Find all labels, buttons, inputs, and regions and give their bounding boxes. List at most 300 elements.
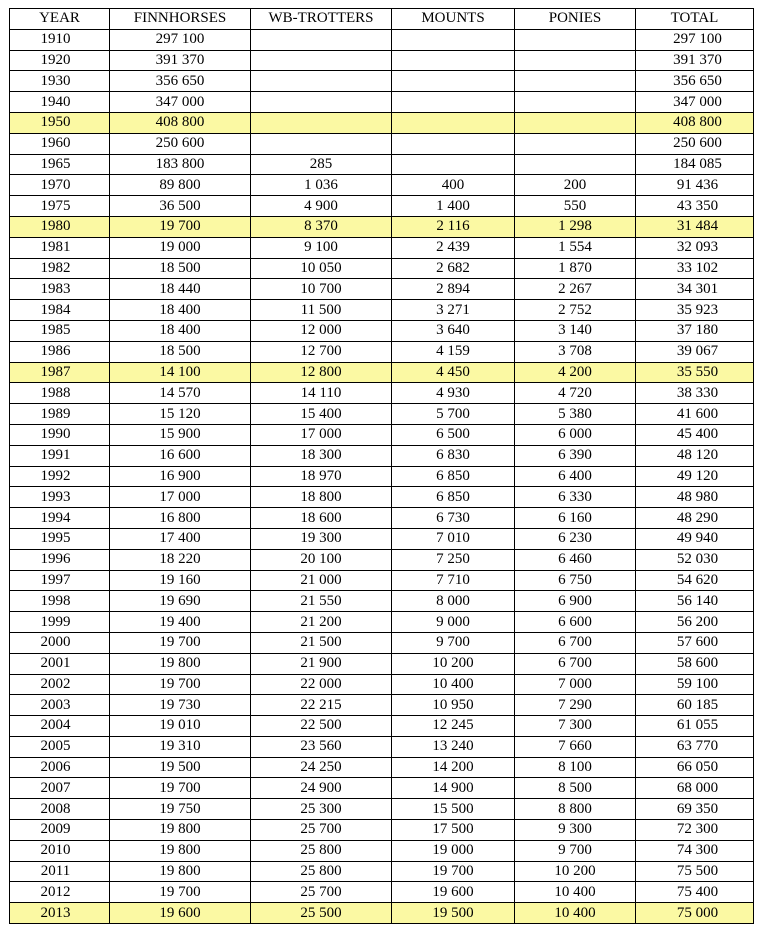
cell-finnhorses: 356 650 xyxy=(110,71,251,92)
cell-ponies: 7 290 xyxy=(515,695,636,716)
table-row xyxy=(10,154,754,175)
cell-mounts: 17 500 xyxy=(392,820,515,841)
cell-total: 32 093 xyxy=(636,237,754,258)
cell-mounts: 2 116 xyxy=(392,216,515,237)
cell-wb-trotters: 1 036 xyxy=(251,175,392,196)
cell-finnhorses: 347 000 xyxy=(110,92,251,113)
cell-ponies: 7 660 xyxy=(515,736,636,757)
table-row xyxy=(10,362,754,383)
cell-total: 66 050 xyxy=(636,757,754,778)
cell-wb-trotters: 285 xyxy=(251,154,392,175)
cell-ponies: 200 xyxy=(515,175,636,196)
cell-finnhorses: 15 120 xyxy=(110,404,251,425)
cell-total: 34 301 xyxy=(636,279,754,300)
cell-ponies: 3 708 xyxy=(515,341,636,362)
cell-wb-trotters: 18 970 xyxy=(251,466,392,487)
cell-finnhorses: 19 700 xyxy=(110,674,251,695)
cell-finnhorses: 19 800 xyxy=(110,820,251,841)
table-row xyxy=(10,196,754,217)
cell-total: 63 770 xyxy=(636,736,754,757)
cell-total: 37 180 xyxy=(636,320,754,341)
table-row xyxy=(10,71,754,92)
cell-year: 1998 xyxy=(10,591,110,612)
cell-year: 1990 xyxy=(10,424,110,445)
cell-total: 75 400 xyxy=(636,882,754,903)
cell-mounts: 3 640 xyxy=(392,320,515,341)
cell-finnhorses: 16 900 xyxy=(110,466,251,487)
table-row xyxy=(10,112,754,133)
header-year: YEAR xyxy=(10,9,110,30)
table-row xyxy=(10,320,754,341)
cell-mounts: 9 000 xyxy=(392,612,515,633)
header-total: TOTAL xyxy=(636,9,754,30)
cell-ponies: 7 300 xyxy=(515,716,636,737)
cell-wb-trotters: 11 500 xyxy=(251,300,392,321)
cell-mounts: 19 700 xyxy=(392,861,515,882)
cell-ponies: 6 700 xyxy=(515,653,636,674)
cell-finnhorses: 19 500 xyxy=(110,757,251,778)
cell-total: 56 140 xyxy=(636,591,754,612)
cell-ponies: 1 298 xyxy=(515,216,636,237)
cell-total: 61 055 xyxy=(636,716,754,737)
table-row xyxy=(10,820,754,841)
table-row xyxy=(10,778,754,799)
cell-finnhorses: 19 700 xyxy=(110,882,251,903)
cell-mounts: 400 xyxy=(392,175,515,196)
cell-year: 1994 xyxy=(10,508,110,529)
cell-year: 1965 xyxy=(10,154,110,175)
table-row xyxy=(10,674,754,695)
cell-mounts: 1 400 xyxy=(392,196,515,217)
table-body xyxy=(10,29,754,923)
cell-mounts: 3 271 xyxy=(392,300,515,321)
cell-year: 1970 xyxy=(10,175,110,196)
cell-year: 1989 xyxy=(10,404,110,425)
cell-ponies xyxy=(515,133,636,154)
cell-wb-trotters: 21 900 xyxy=(251,653,392,674)
cell-total: 356 650 xyxy=(636,71,754,92)
cell-wb-trotters: 24 900 xyxy=(251,778,392,799)
cell-year: 1987 xyxy=(10,362,110,383)
cell-total: 75 500 xyxy=(636,861,754,882)
cell-mounts: 10 200 xyxy=(392,653,515,674)
cell-finnhorses: 18 500 xyxy=(110,258,251,279)
cell-mounts: 6 730 xyxy=(392,508,515,529)
table-row xyxy=(10,92,754,113)
cell-wb-trotters: 4 900 xyxy=(251,196,392,217)
table-row xyxy=(10,861,754,882)
cell-ponies xyxy=(515,154,636,175)
cell-finnhorses: 297 100 xyxy=(110,29,251,50)
cell-year: 1910 xyxy=(10,29,110,50)
cell-ponies: 6 460 xyxy=(515,549,636,570)
cell-ponies: 3 140 xyxy=(515,320,636,341)
cell-year: 2013 xyxy=(10,903,110,924)
cell-finnhorses: 14 570 xyxy=(110,383,251,404)
cell-mounts: 7 710 xyxy=(392,570,515,591)
cell-finnhorses: 18 400 xyxy=(110,320,251,341)
cell-finnhorses: 19 310 xyxy=(110,736,251,757)
cell-total: 33 102 xyxy=(636,258,754,279)
cell-mounts xyxy=(392,50,515,71)
table-row xyxy=(10,716,754,737)
table-row xyxy=(10,175,754,196)
cell-wb-trotters: 25 800 xyxy=(251,840,392,861)
cell-year: 1983 xyxy=(10,279,110,300)
cell-year: 2003 xyxy=(10,695,110,716)
cell-finnhorses: 19 800 xyxy=(110,861,251,882)
cell-wb-trotters xyxy=(251,50,392,71)
cell-total: 49 120 xyxy=(636,466,754,487)
cell-finnhorses: 19 730 xyxy=(110,695,251,716)
cell-mounts: 4 159 xyxy=(392,341,515,362)
table-row xyxy=(10,528,754,549)
table-row xyxy=(10,133,754,154)
cell-total: 52 030 xyxy=(636,549,754,570)
cell-total: 31 484 xyxy=(636,216,754,237)
cell-mounts: 10 950 xyxy=(392,695,515,716)
cell-wb-trotters: 15 400 xyxy=(251,404,392,425)
cell-finnhorses: 14 100 xyxy=(110,362,251,383)
table-row xyxy=(10,50,754,71)
cell-year: 1982 xyxy=(10,258,110,279)
cell-mounts: 10 400 xyxy=(392,674,515,695)
cell-wb-trotters: 25 800 xyxy=(251,861,392,882)
cell-finnhorses: 391 370 xyxy=(110,50,251,71)
cell-year: 1996 xyxy=(10,549,110,570)
cell-finnhorses: 19 160 xyxy=(110,570,251,591)
cell-wb-trotters: 10 700 xyxy=(251,279,392,300)
cell-total: 75 000 xyxy=(636,903,754,924)
cell-ponies: 6 400 xyxy=(515,466,636,487)
cell-wb-trotters: 25 300 xyxy=(251,799,392,820)
cell-total: 57 600 xyxy=(636,632,754,653)
cell-finnhorses: 408 800 xyxy=(110,112,251,133)
table-row xyxy=(10,466,754,487)
cell-wb-trotters: 22 215 xyxy=(251,695,392,716)
cell-year: 2012 xyxy=(10,882,110,903)
cell-ponies: 6 750 xyxy=(515,570,636,591)
table-row xyxy=(10,757,754,778)
cell-ponies: 10 200 xyxy=(515,861,636,882)
cell-ponies: 4 200 xyxy=(515,362,636,383)
table-row xyxy=(10,632,754,653)
cell-total: 45 400 xyxy=(636,424,754,445)
table-row xyxy=(10,424,754,445)
cell-year: 1930 xyxy=(10,71,110,92)
table-row xyxy=(10,279,754,300)
table-row xyxy=(10,591,754,612)
cell-ponies: 6 160 xyxy=(515,508,636,529)
cell-ponies: 2 267 xyxy=(515,279,636,300)
cell-year: 1999 xyxy=(10,612,110,633)
cell-wb-trotters xyxy=(251,112,392,133)
cell-total: 69 350 xyxy=(636,799,754,820)
cell-total: 43 350 xyxy=(636,196,754,217)
cell-year: 2001 xyxy=(10,653,110,674)
cell-mounts: 9 700 xyxy=(392,632,515,653)
cell-mounts: 8 000 xyxy=(392,591,515,612)
cell-wb-trotters: 20 100 xyxy=(251,549,392,570)
horse-population-table xyxy=(9,8,754,924)
cell-wb-trotters: 23 560 xyxy=(251,736,392,757)
cell-wb-trotters: 25 700 xyxy=(251,882,392,903)
cell-year: 1920 xyxy=(10,50,110,71)
cell-finnhorses: 183 800 xyxy=(110,154,251,175)
cell-wb-trotters: 24 250 xyxy=(251,757,392,778)
cell-mounts: 12 245 xyxy=(392,716,515,737)
table-row xyxy=(10,549,754,570)
table-row xyxy=(10,29,754,50)
cell-total: 35 923 xyxy=(636,300,754,321)
cell-total: 48 290 xyxy=(636,508,754,529)
cell-ponies: 7 000 xyxy=(515,674,636,695)
cell-finnhorses: 250 600 xyxy=(110,133,251,154)
table-row xyxy=(10,903,754,924)
cell-year: 1988 xyxy=(10,383,110,404)
table-row xyxy=(10,404,754,425)
cell-year: 2002 xyxy=(10,674,110,695)
cell-finnhorses: 15 900 xyxy=(110,424,251,445)
cell-mounts: 6 850 xyxy=(392,466,515,487)
cell-finnhorses: 18 500 xyxy=(110,341,251,362)
cell-total: 74 300 xyxy=(636,840,754,861)
cell-wb-trotters: 9 100 xyxy=(251,237,392,258)
cell-wb-trotters: 21 500 xyxy=(251,632,392,653)
cell-year: 1950 xyxy=(10,112,110,133)
cell-wb-trotters: 25 700 xyxy=(251,820,392,841)
cell-wb-trotters: 22 500 xyxy=(251,716,392,737)
cell-wb-trotters: 21 200 xyxy=(251,612,392,633)
cell-mounts: 19 000 xyxy=(392,840,515,861)
header-mounts: MOUNTS xyxy=(392,9,515,30)
cell-ponies: 6 390 xyxy=(515,445,636,466)
cell-finnhorses: 17 400 xyxy=(110,528,251,549)
header-ponies: PONIES xyxy=(515,9,636,30)
cell-wb-trotters: 19 300 xyxy=(251,528,392,549)
cell-wb-trotters: 21 550 xyxy=(251,591,392,612)
cell-mounts: 2 894 xyxy=(392,279,515,300)
cell-year: 2006 xyxy=(10,757,110,778)
cell-mounts: 15 500 xyxy=(392,799,515,820)
cell-mounts: 14 900 xyxy=(392,778,515,799)
cell-wb-trotters: 12 000 xyxy=(251,320,392,341)
cell-ponies: 6 600 xyxy=(515,612,636,633)
cell-year: 2000 xyxy=(10,632,110,653)
cell-ponies: 9 700 xyxy=(515,840,636,861)
cell-ponies: 9 300 xyxy=(515,820,636,841)
cell-finnhorses: 16 600 xyxy=(110,445,251,466)
cell-year: 1980 xyxy=(10,216,110,237)
cell-year: 1981 xyxy=(10,237,110,258)
cell-wb-trotters xyxy=(251,133,392,154)
cell-ponies: 8 500 xyxy=(515,778,636,799)
cell-ponies: 550 xyxy=(515,196,636,217)
cell-total: 54 620 xyxy=(636,570,754,591)
cell-total: 58 600 xyxy=(636,653,754,674)
cell-total: 60 185 xyxy=(636,695,754,716)
table-row xyxy=(10,736,754,757)
cell-ponies: 1 870 xyxy=(515,258,636,279)
cell-finnhorses: 19 700 xyxy=(110,632,251,653)
cell-ponies: 8 100 xyxy=(515,757,636,778)
table-row xyxy=(10,487,754,508)
cell-mounts xyxy=(392,133,515,154)
cell-finnhorses: 16 800 xyxy=(110,508,251,529)
header-finnhorses: FINNHORSES xyxy=(110,9,251,30)
cell-ponies xyxy=(515,112,636,133)
cell-year: 2010 xyxy=(10,840,110,861)
cell-year: 2004 xyxy=(10,716,110,737)
cell-finnhorses: 19 600 xyxy=(110,903,251,924)
cell-mounts: 5 700 xyxy=(392,404,515,425)
cell-finnhorses: 19 700 xyxy=(110,216,251,237)
cell-year: 1992 xyxy=(10,466,110,487)
cell-mounts: 6 850 xyxy=(392,487,515,508)
cell-mounts xyxy=(392,29,515,50)
cell-ponies: 10 400 xyxy=(515,903,636,924)
cell-wb-trotters: 22 000 xyxy=(251,674,392,695)
header-wb-trotters: WB-TROTTERS xyxy=(251,9,392,30)
cell-wb-trotters: 8 370 xyxy=(251,216,392,237)
cell-wb-trotters xyxy=(251,92,392,113)
cell-mounts: 19 500 xyxy=(392,903,515,924)
cell-mounts xyxy=(392,71,515,92)
cell-year: 1940 xyxy=(10,92,110,113)
cell-total: 49 940 xyxy=(636,528,754,549)
cell-finnhorses: 18 220 xyxy=(110,549,251,570)
table-row xyxy=(10,445,754,466)
cell-finnhorses: 19 750 xyxy=(110,799,251,820)
cell-mounts: 2 682 xyxy=(392,258,515,279)
cell-finnhorses: 19 400 xyxy=(110,612,251,633)
cell-ponies: 6 000 xyxy=(515,424,636,445)
cell-ponies xyxy=(515,29,636,50)
table-row xyxy=(10,840,754,861)
cell-wb-trotters xyxy=(251,71,392,92)
cell-total: 68 000 xyxy=(636,778,754,799)
cell-year: 1991 xyxy=(10,445,110,466)
cell-mounts xyxy=(392,92,515,113)
cell-mounts: 2 439 xyxy=(392,237,515,258)
cell-finnhorses: 19 800 xyxy=(110,840,251,861)
cell-total: 38 330 xyxy=(636,383,754,404)
cell-wb-trotters: 10 050 xyxy=(251,258,392,279)
cell-mounts: 7 010 xyxy=(392,528,515,549)
cell-finnhorses: 19 690 xyxy=(110,591,251,612)
cell-year: 1993 xyxy=(10,487,110,508)
cell-mounts: 13 240 xyxy=(392,736,515,757)
cell-ponies: 6 330 xyxy=(515,487,636,508)
header-row xyxy=(10,9,754,30)
cell-finnhorses: 18 400 xyxy=(110,300,251,321)
table-row xyxy=(10,882,754,903)
cell-total: 408 800 xyxy=(636,112,754,133)
cell-total: 59 100 xyxy=(636,674,754,695)
table-row xyxy=(10,383,754,404)
cell-wb-trotters: 18 300 xyxy=(251,445,392,466)
cell-year: 2007 xyxy=(10,778,110,799)
cell-total: 56 200 xyxy=(636,612,754,633)
cell-finnhorses: 19 000 xyxy=(110,237,251,258)
cell-ponies: 10 400 xyxy=(515,882,636,903)
table-row xyxy=(10,612,754,633)
cell-total: 184 085 xyxy=(636,154,754,175)
cell-mounts: 4 450 xyxy=(392,362,515,383)
cell-total: 41 600 xyxy=(636,404,754,425)
cell-finnhorses: 89 800 xyxy=(110,175,251,196)
cell-finnhorses: 17 000 xyxy=(110,487,251,508)
cell-wb-trotters: 12 800 xyxy=(251,362,392,383)
cell-total: 35 550 xyxy=(636,362,754,383)
cell-wb-trotters: 17 000 xyxy=(251,424,392,445)
cell-year: 2005 xyxy=(10,736,110,757)
cell-total: 297 100 xyxy=(636,29,754,50)
cell-wb-trotters: 25 500 xyxy=(251,903,392,924)
cell-total: 48 120 xyxy=(636,445,754,466)
cell-wb-trotters: 14 110 xyxy=(251,383,392,404)
table-row xyxy=(10,258,754,279)
cell-ponies: 2 752 xyxy=(515,300,636,321)
cell-mounts: 19 600 xyxy=(392,882,515,903)
cell-year: 1997 xyxy=(10,570,110,591)
table-row xyxy=(10,237,754,258)
table-row xyxy=(10,570,754,591)
cell-year: 1995 xyxy=(10,528,110,549)
cell-mounts: 7 250 xyxy=(392,549,515,570)
cell-ponies xyxy=(515,71,636,92)
cell-ponies: 6 700 xyxy=(515,632,636,653)
cell-year: 1984 xyxy=(10,300,110,321)
table-row xyxy=(10,695,754,716)
cell-ponies: 6 900 xyxy=(515,591,636,612)
cell-finnhorses: 19 010 xyxy=(110,716,251,737)
cell-total: 91 436 xyxy=(636,175,754,196)
cell-year: 1960 xyxy=(10,133,110,154)
table-row xyxy=(10,653,754,674)
cell-year: 2008 xyxy=(10,799,110,820)
cell-mounts: 6 500 xyxy=(392,424,515,445)
cell-mounts xyxy=(392,154,515,175)
table-row xyxy=(10,341,754,362)
cell-wb-trotters: 18 600 xyxy=(251,508,392,529)
cell-wb-trotters: 21 000 xyxy=(251,570,392,591)
cell-ponies: 4 720 xyxy=(515,383,636,404)
cell-total: 391 370 xyxy=(636,50,754,71)
cell-year: 2011 xyxy=(10,861,110,882)
cell-mounts xyxy=(392,112,515,133)
cell-wb-trotters: 18 800 xyxy=(251,487,392,508)
cell-mounts: 14 200 xyxy=(392,757,515,778)
cell-ponies: 5 380 xyxy=(515,404,636,425)
cell-total: 72 300 xyxy=(636,820,754,841)
cell-finnhorses: 19 700 xyxy=(110,778,251,799)
cell-finnhorses: 19 800 xyxy=(110,653,251,674)
cell-wb-trotters: 12 700 xyxy=(251,341,392,362)
cell-ponies xyxy=(515,92,636,113)
table-row xyxy=(10,300,754,321)
cell-finnhorses: 36 500 xyxy=(110,196,251,217)
cell-ponies: 6 230 xyxy=(515,528,636,549)
cell-finnhorses: 18 440 xyxy=(110,279,251,300)
cell-year: 1986 xyxy=(10,341,110,362)
cell-mounts: 6 830 xyxy=(392,445,515,466)
cell-ponies: 8 800 xyxy=(515,799,636,820)
cell-year: 2009 xyxy=(10,820,110,841)
cell-wb-trotters xyxy=(251,29,392,50)
table-row xyxy=(10,216,754,237)
table-row xyxy=(10,799,754,820)
